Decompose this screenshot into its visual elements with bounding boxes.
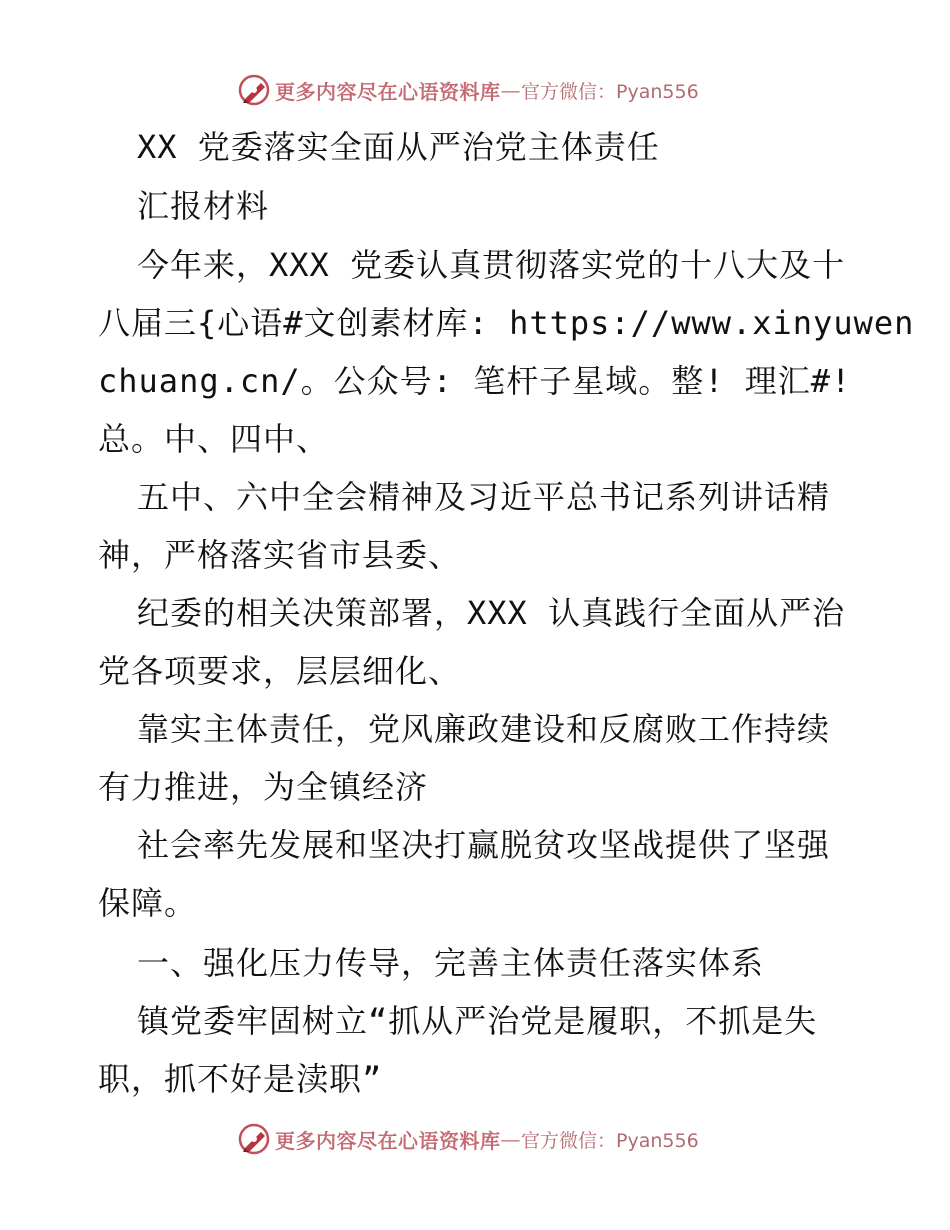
watermark-main-text: 更多内容尽在心语资料库 (275, 79, 501, 104)
paragraph-line: 今年来，XXX 党委认真贯彻落实党的十八大及十 (137, 246, 846, 284)
watermark-tail-text: 官方微信：Pyan556 (521, 1129, 699, 1152)
pen-logo-icon (237, 73, 271, 107)
paragraph-line: 五中、六中全会精神及习近平总书记系列讲话精 (137, 478, 831, 516)
watermark-tail-text: 官方微信：Pyan556 (521, 80, 699, 103)
doc-title-line-2: 汇报材料 (137, 187, 270, 225)
section-heading: 一、强化压力传导，完善主体责任落实体系 (137, 944, 765, 982)
pen-logo-icon (237, 1122, 271, 1156)
watermark-dash: — (500, 78, 521, 102)
header-watermark-banner (237, 70, 699, 110)
paragraph-line: 党各项要求，层层细化、 (98, 652, 462, 690)
footer-watermark-banner (237, 1119, 699, 1159)
paragraph-line: 总。中、四中、 (98, 420, 330, 458)
paragraph-line: 神，严格落实省市县委、 (98, 536, 462, 574)
doc-title-line-1: XX 党委落实全面从严治党主体责任 (137, 128, 660, 166)
watermark-main-text: 更多内容尽在心语资料库 (275, 1128, 501, 1153)
paragraph-line: 纪委的相关决策部署，XXX 认真践行全面从严治 (137, 594, 846, 632)
paragraph-line: 镇党委牢固树立“抓从严治党是履职，不抓是失 (137, 1002, 818, 1040)
paragraph-line: chuang.cn/。公众号: 笔杆子星域。整! 理汇#! (98, 362, 852, 400)
paragraph-line: 社会率先发展和坚决打赢脱贫攻坚战提供了坚强 (137, 826, 831, 864)
watermark-dash: — (500, 1127, 521, 1151)
paragraph-line: 靠实主体责任，党风廉政建设和反腐败工作持续 (137, 710, 831, 748)
paragraph-line: 职，抓不好是渎职” (98, 1060, 383, 1098)
paragraph-line: 有力推进，为全镇经济 (98, 768, 429, 806)
paragraph-line: 八届三{心语#文创素材库: https://www.xinyuwen (98, 304, 915, 342)
paragraph-line: 保障。 (98, 884, 198, 922)
